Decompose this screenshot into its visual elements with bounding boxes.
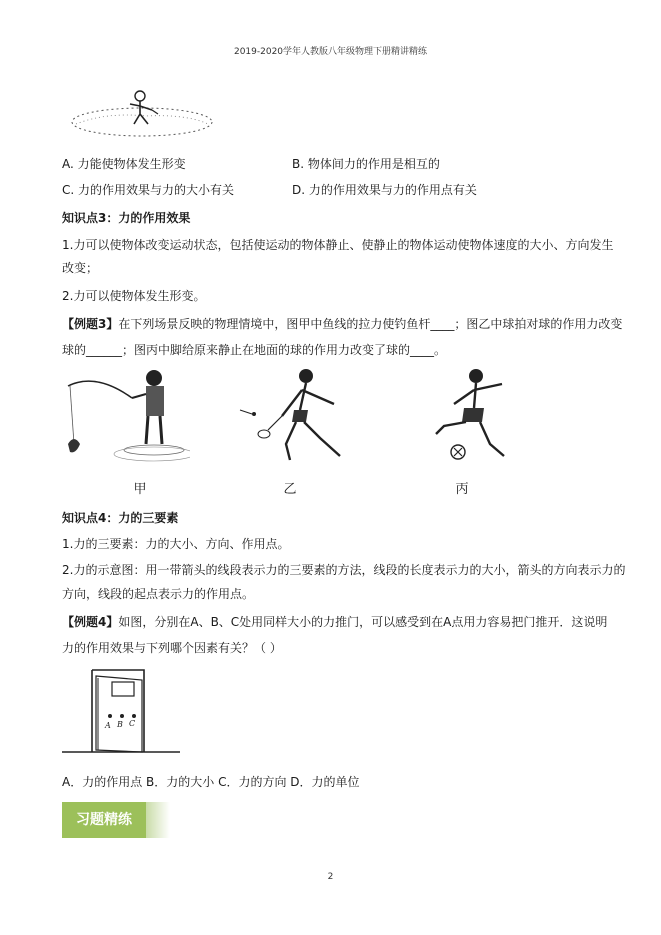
option-a: A. 力能使物体发生形变 xyxy=(62,157,186,171)
kp3-line1b: 改变； xyxy=(62,261,99,275)
example4-line1: 如图，分别在A、B、C处用同样大小的力推门，可以感受到在A点用力容易把门推开．这说明 xyxy=(118,615,608,629)
kp3-line1a: 1.力可以使物体改变运动状态，包括使运动的物体静止、使静止的物体运动使物体速度的大小、方向发生 xyxy=(62,238,614,252)
ice-scene-illustration xyxy=(66,84,216,140)
kp3-line2: 2.力可以使物体发生形变。 xyxy=(62,289,206,303)
kp4-line2b: 方向，线段的起点表示力的作用点。 xyxy=(62,587,255,601)
football-illustration xyxy=(418,364,528,468)
page-header: 2019-2020学年人教版八年级物理下册精讲精练 xyxy=(233,47,428,57)
kp4-line2a: 2.力的示意图：用一带箭头的线段表示力的三要素的方法，线段的长度表示力的大小，箭头的方向表示力的 xyxy=(62,563,626,577)
door-point-a: A xyxy=(105,721,111,730)
example4-line2: 力的作用效果与下列哪个因素有关？（ ） xyxy=(62,641,282,655)
door-point-b: B xyxy=(117,720,123,729)
section-banner xyxy=(62,802,146,838)
label-yi: 乙 xyxy=(283,482,297,497)
example4-tag: 【例题4】 xyxy=(62,615,119,629)
example3-line2: 球的______；图丙中脚给原来静止在地面的球的作用力改变了球的____。 xyxy=(62,343,447,357)
example4-options: A．力的作用点 B．力的大小 C．力的方向 D．力的单位 xyxy=(62,775,360,789)
kp4-line1: 1.力的三要素：力的大小、方向、作用点。 xyxy=(62,537,290,551)
kp4-title: 知识点4：力的三要素 xyxy=(62,511,179,525)
page-number: 2 xyxy=(327,872,334,882)
option-c: C. 力的作用效果与力的大小有关 xyxy=(62,183,235,197)
label-jia: 甲 xyxy=(133,482,147,497)
section-title: 习题精练 xyxy=(76,812,132,828)
door-illustration xyxy=(62,666,182,758)
option-b: B. 物体间力的作用是相互的 xyxy=(292,157,440,171)
example3-tag: 【例题3】 xyxy=(62,317,119,331)
label-bing: 丙 xyxy=(455,482,469,497)
door-point-c: C xyxy=(129,719,136,728)
example3-line1: 在下列场景反映的物理情境中，图甲中鱼线的拉力使钓鱼杆____；图乙中球拍对球的作用力改变 xyxy=(118,317,623,331)
badminton-illustration xyxy=(236,364,352,468)
fishing-illustration xyxy=(66,364,190,468)
kp3-title: 知识点3：力的作用效果 xyxy=(62,211,191,225)
option-d: D. 力的作用效果与力的作用点有关 xyxy=(292,183,477,197)
